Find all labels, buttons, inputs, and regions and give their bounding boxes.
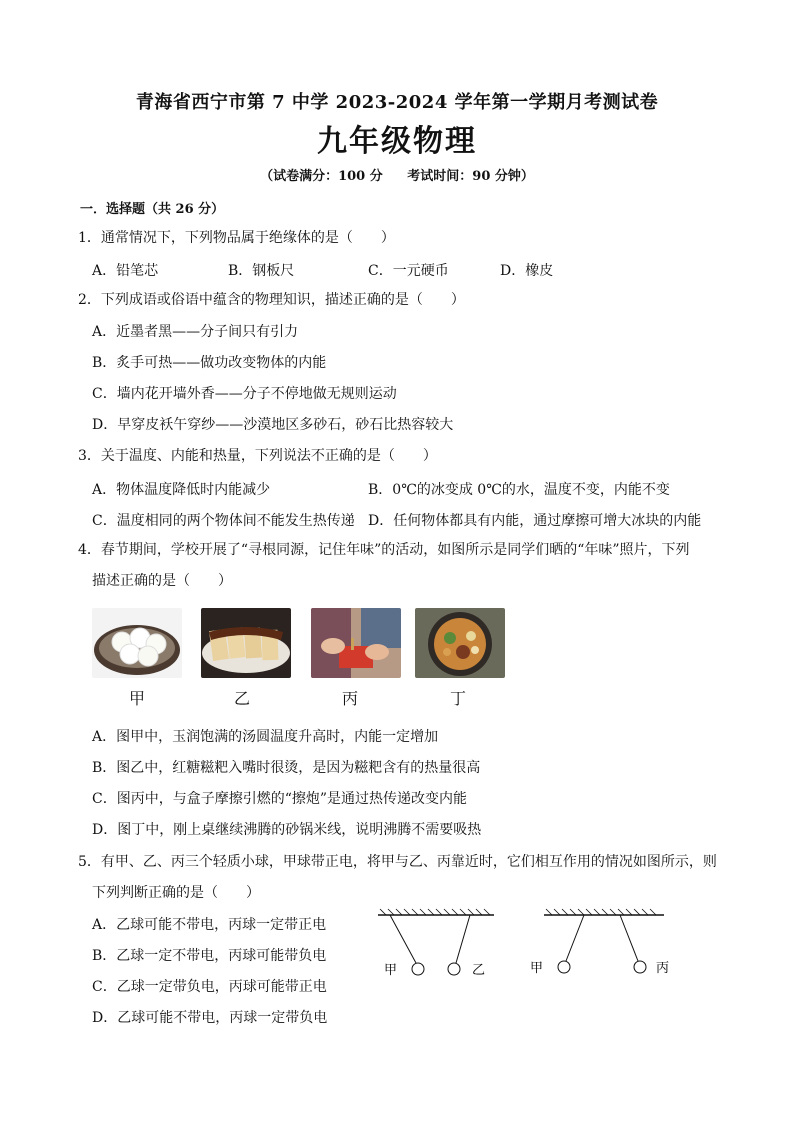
time-info: 考试时间：90 分钟） [407,169,534,184]
photo-label-bing: 丙 [341,689,358,708]
q2-option-a: A．近墨者黑——分子间只有引力 [92,324,299,340]
section-title: 一．选择题（共 26 分） [80,202,225,217]
charged-balls-diagram [370,905,680,990]
question-1-stem: 1．通常情况下，下列物品属于绝缘体的是（ ） [78,230,395,246]
diagram-label-yi: 乙 [472,963,486,978]
question-5-stem-cont: 下列判断正确的是（ ） [92,885,260,901]
q2-option-b: B．炙手可热——做功改变物体的内能 [92,355,327,371]
q1-option-c: C．一元硬币 [368,263,449,279]
q5-option-a: A．乙球可能不带电，丙球一定带正电 [92,917,327,933]
q3-option-a: A．物体温度降低时内能减少 [92,482,271,498]
question-3-stem: 3．关于温度、内能和热量，下列说法不正确的是（ ） [78,448,437,464]
q1-option-d: D．橡皮 [500,263,554,279]
exam-info [0,165,794,184]
q3-option-d: D．任何物体都具有内能，通过摩擦可增大冰块的内能 [368,513,702,529]
photo-firecracker [311,608,401,678]
diagram-label-bing: 丙 [656,961,670,976]
q4-option-d: D．图丁中，刚上桌继续沸腾的砂锅米线，说明沸腾不需要吸热 [92,822,482,838]
question-4-stem: 4．春节期间，学校开展了“寻根同源，记住年味”的活动，如图所示是同学们晒的“年味”照片，下列 [78,542,690,558]
question-2-stem: 2．下列成语或俗语中蕴含的物理知识，描述正确的是（ ） [78,292,465,308]
page-title: 九年级物理 [317,124,477,159]
q5-option-c: C．乙球一定带负电，丙球可能带正电 [92,979,327,995]
diagram-label-jia-2: 甲 [530,961,544,976]
q1-option-a: A．铅笔芯 [92,263,159,279]
question-5-stem: 5．有甲、乙、丙三个轻质小球，甲球带正电，将甲与乙、丙靠近时，它们相互作用的情况如图所示，则 [78,854,717,870]
photo-label-jia: 甲 [128,689,145,708]
q4-option-a: A．图甲中，玉润饱满的汤圆温度升高时，内能一定增加 [92,729,439,745]
photo-label-ding: 丁 [449,689,466,708]
q4-option-b: B．图乙中，红糖糍粑入嘴时很烫，是因为糍粑含有的热量很高 [92,760,481,776]
photo-ciba [201,608,291,678]
photo-clay-pot-noodle [415,608,505,678]
photo-tangyuan [92,608,182,678]
q2-option-d: D．早穿皮袄午穿纱——沙漠地区多砂石，砂石比热容较大 [92,417,454,433]
q5-option-b: B．乙球一定不带电，丙球可能带负电 [92,948,327,964]
diagram-label-jia-1: 甲 [384,963,398,978]
question-4-stem-cont: 描述正确的是（ ） [92,573,232,589]
q3-option-c: C．温度相同的两个物体间不能发生热传递 [92,513,355,529]
q1-option-b: B．钢板尺 [228,263,295,279]
photo-label-yi: 乙 [233,689,250,708]
q4-option-c: C．图丙中，与盒子摩擦引燃的“擦炮”是通过热传递改变内能 [92,791,468,807]
q5-option-d: D．乙球可能不带电，丙球一定带负电 [92,1010,328,1026]
score-info: （试卷满分：100 分 [260,169,383,184]
q3-option-b: B．0℃的冰变成 0℃的水，温度不变，内能不变 [368,482,670,498]
q2-option-c: C．墙内花开墙外香——分子不停地做无规则运动 [92,386,397,402]
school-title: 青海省西宁市第 7 中学 2023-2024 学年第一学期月考测试卷 [135,92,659,113]
